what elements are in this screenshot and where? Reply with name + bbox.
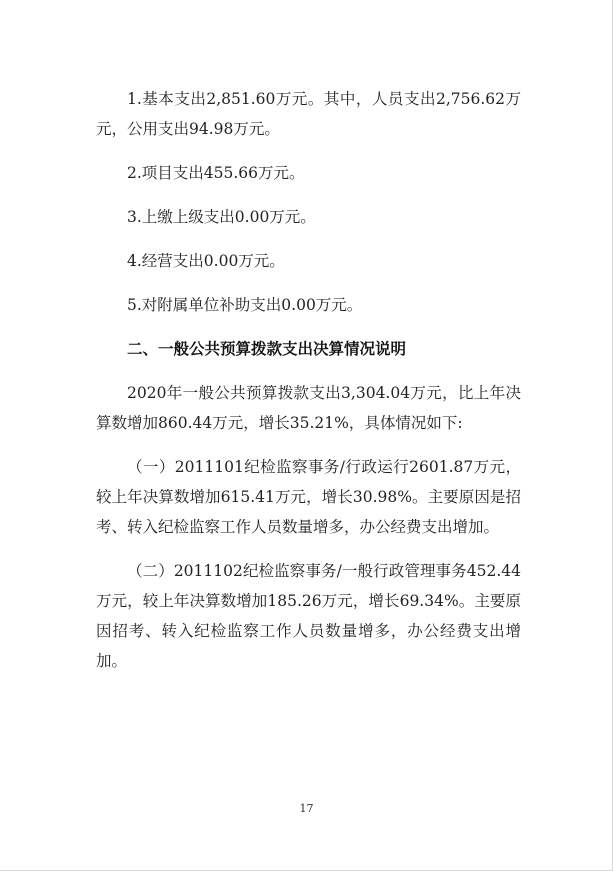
section-heading: 二、一般公共预算拨款支出决算情况说明 bbox=[127, 340, 407, 358]
paragraph-summary: 2020年一般公共预算拨款支出3,304.04万元，比上年决算数增加860.44万元，增长35.21%，具体情况如下: bbox=[96, 384, 521, 432]
paragraph-subsidy-expenditure: 5.对附属单位补助支出0.00万元。 bbox=[127, 296, 363, 314]
paragraph-item-two: （二）2011102纪检监察事务/一般行政管理事务452.44万元，较上年决算数增加185.26万元，增长69.34%。主要原因招考、转入纪检监察工作人员数量增多，办公经费支出增加。 bbox=[96, 562, 521, 670]
paragraph-operating-expenditure: 4.经营支出0.00万元。 bbox=[127, 252, 285, 270]
paragraph-project-expenditure: 2.项目支出455.66万元。 bbox=[127, 164, 305, 182]
page-number: 17 bbox=[299, 802, 314, 815]
page-body bbox=[96, 84, 521, 676]
paragraph-remit-upper-expenditure: 3.上缴上级支出0.00万元。 bbox=[127, 208, 316, 226]
paragraph-item-one: （一）2011101纪检监察事务/行政运行2601.87万元，较上年决算数增加615.41万元，增长30.98%。主要原因是招考、转入纪检监察工作人员数量增多，办公经费支出增加。 bbox=[96, 458, 521, 536]
paragraph-basic-expenditure: 1.基本支出2,851.60万元。其中，人员支出2,756.62万元，公用支出94.98万元。 bbox=[96, 90, 521, 138]
